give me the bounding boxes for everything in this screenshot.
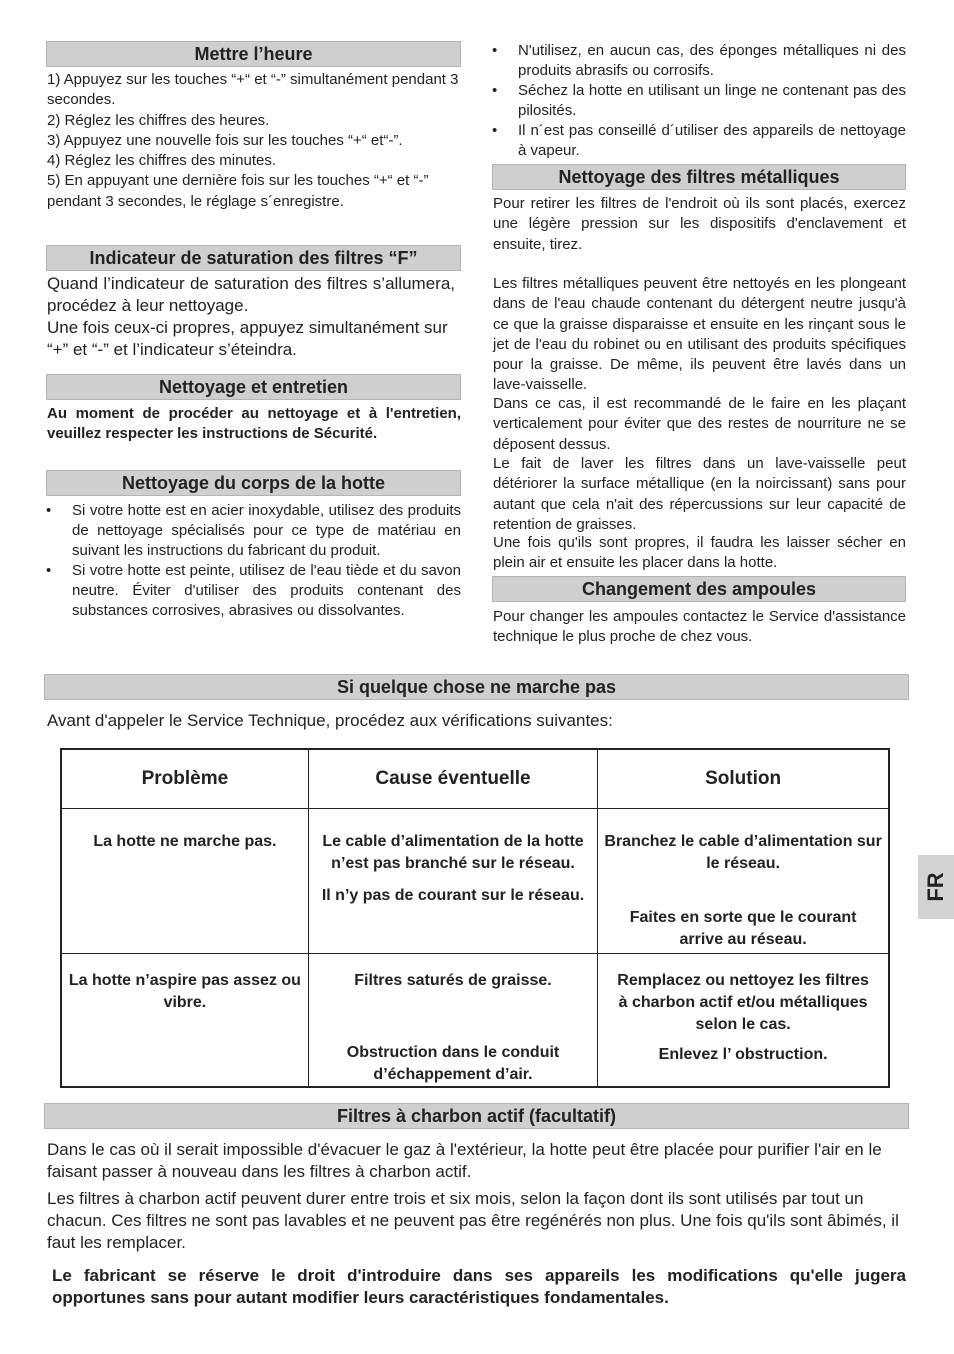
filtres-metal-p2: Les filtres métalliques peuvent être nettoyés en les plongeant dans de l'eau chaude contenant du détergent neutre jusqu'à ce que la graisse disparaisse et ensuite en les rinçant sous le jet de l'eau du robinet ou en utilisant des produits spécifiques pour la graisse. De même, ils peuvent être lavés dans un lave-vaisselle. [493, 275, 906, 394]
nettoyage-safety-note: Au moment de procéder au nettoyage et à l'entretien, veuillez respecter les instructions de Sécurité. [47, 405, 461, 443]
header-solution: Solution [598, 749, 889, 809]
list-item: • Si votre hotte est peinte, utilisez de l'eau tiède et du savon neutre. Éviter d'utiliser des produits contenant des substances corrosives, abrasives ou dissolvantes. [46, 561, 461, 621]
problem-text: La hotte ne marche pas. [93, 833, 277, 850]
solution-text: Enlevez l’ obstruction. [658, 1046, 828, 1063]
problem-cell [61, 954, 308, 1088]
solution-text: Remplacez ou nettoyez les filtres à charbon actif et/ou métalliques selon le cas. [617, 972, 869, 1033]
filtres-metal-p4: Le fait de laver les filtres dans un lave-vaisselle peut détériorer la surface métallique (en la noircissant) sans pour autant que cela n'ait des répercussions sur leur capacité de retention de graisses. [493, 455, 906, 533]
table-row [61, 954, 889, 1088]
list-item: • Il n´est pas conseillé d´utiliser des appareils de nettoyage à vapeur. [492, 121, 906, 161]
section-title-corps: Nettoyage du corps de la hotte [46, 470, 461, 496]
header-probleme: Problème [61, 749, 308, 809]
section-title-indicateur: Indicateur de saturation des filtres “F” [46, 245, 461, 271]
section-title-troubleshoot: Si quelque chose ne marche pas [44, 674, 909, 700]
manufacturer-note: Le fabricant se réserve le droit d'introduire dans ses appareils les modifications qu'elle jugera opportunes sans pour autant modifier leurs caractéristiques fondamentales. [52, 1266, 906, 1307]
corps-bullets [46, 501, 461, 621]
step-4: 4) Réglez les chiffres des minutes. [47, 152, 276, 170]
cause-text: Il n’y pas de courant sur le réseau. [321, 887, 585, 904]
filtres-metal-p1: Pour retirer les filtres de l'endroit où ils sont placés, exercez une légère pression sur les dispositifs d'enclavement et ensuite, tirez. [493, 195, 906, 253]
step-2: 2) Réglez les chiffres des heures. [47, 111, 270, 129]
section-title-mettre-heure: Mettre l’heure [46, 41, 461, 67]
step-3: 3) Appuyez une nouvelle fois sur les touches “+“ et“-”. [47, 131, 403, 149]
list-item: • Séchez la hotte en utilisant un linge ne contenant pas des pilosités. [492, 81, 906, 121]
troubleshoot-table [60, 748, 890, 1088]
table-row [61, 809, 889, 954]
ampoules-text: Pour changer les ampoules contactez le Service d'assistance technique le plus proche de chez vous. [493, 608, 906, 646]
step-1: 1) Appuyez sur les touches “+“ et “-” simultanément pendant 3 secondes. [47, 71, 459, 109]
solution-cell [598, 954, 889, 1088]
list-item: • Si votre hotte est en acier inoxydable, utilisez des produits de nettoyage spécialisés pour ce type de matériau en suivant les instructions du fabricant du produit. [46, 501, 461, 561]
cause-cell [308, 954, 597, 1088]
language-tab [918, 855, 954, 919]
filtres-metal-p5: Une fois qu'ils sont propres, il faudra les laisser sécher en plein air et ensuite les placer dans la hotte. [493, 534, 906, 572]
mettre-heure-steps [47, 70, 461, 212]
table-header-row [61, 749, 889, 809]
right-bullets [492, 41, 906, 161]
header-cause: Cause éventuelle [308, 749, 597, 809]
problem-text: La hotte n’aspire pas assez ou vibre. [68, 972, 301, 1011]
filtres-metal-p3: Dans ce cas, il est recommandé de le faire en les plaçant verticalement pour éviter que des restes de nourriture ne se déposent dessus. [493, 395, 906, 453]
cause-text: Filtres saturés de graisse. [354, 972, 552, 989]
charbon-p1: Dans le cas où il serait impossible d'évacuer le gaz à l'extérieur, la hotte peut être placée pour purifier l'air en le faisant passer à nouveau dans les filtres à charbon actif. [47, 1140, 882, 1181]
solution-cell [598, 809, 889, 954]
charbon-p2: Les filtres à charbon actif peuvent durer entre trois et six mois, selon la façon dont ils sont utilisés par tout un chacun. Ces filtres ne sont pas lavables et ne peuvent pas être regénérés non plus. Une fois qu'ils sont âbimés, il faut les remplacer. [47, 1189, 899, 1252]
indicateur-p2: Une fois ceux-ci propres, appuyez simultanément sur “+” et “-” et l’indicateur s’éteindra. [47, 318, 448, 359]
section-title-ampoules: Changement des ampoules [492, 576, 906, 602]
section-title-nettoyage: Nettoyage et entretien [46, 374, 461, 400]
section-title-charbon: Filtres à charbon actif (facultatif) [44, 1103, 909, 1129]
step-5: 5) En appuyant une dernière fois sur les touches “+“ et “-” pendant 3 secondes, le réglage s´enregistre. [47, 172, 429, 210]
language-label: FR [923, 872, 948, 902]
cause-cell [308, 809, 597, 954]
cause-text: Obstruction dans le conduit d’échappement d’air. [346, 1044, 560, 1083]
troubleshoot-intro: Avant d'appeler le Service Technique, procédez aux vérifications suivantes: [47, 711, 613, 730]
section-title-filtres-metal: Nettoyage des filtres métalliques [492, 164, 906, 190]
list-item: • N'utilisez, en aucun cas, des éponges métalliques ni des produits abrasifs ou corrosifs. [492, 41, 906, 81]
problem-cell [61, 809, 308, 954]
cause-text: Le cable d’alimentation de la hotte n’est pas branché sur le réseau. [322, 833, 584, 872]
indicateur-p1: Quand l’indicateur de saturation des filtres s’allumera, procédez à leur nettoyage. [47, 274, 455, 315]
solution-text: Branchez le cable d’alimentation sur le réseau. [604, 833, 882, 872]
solution-text: Faites en sorte que le courant arrive au réseau. [629, 909, 857, 948]
